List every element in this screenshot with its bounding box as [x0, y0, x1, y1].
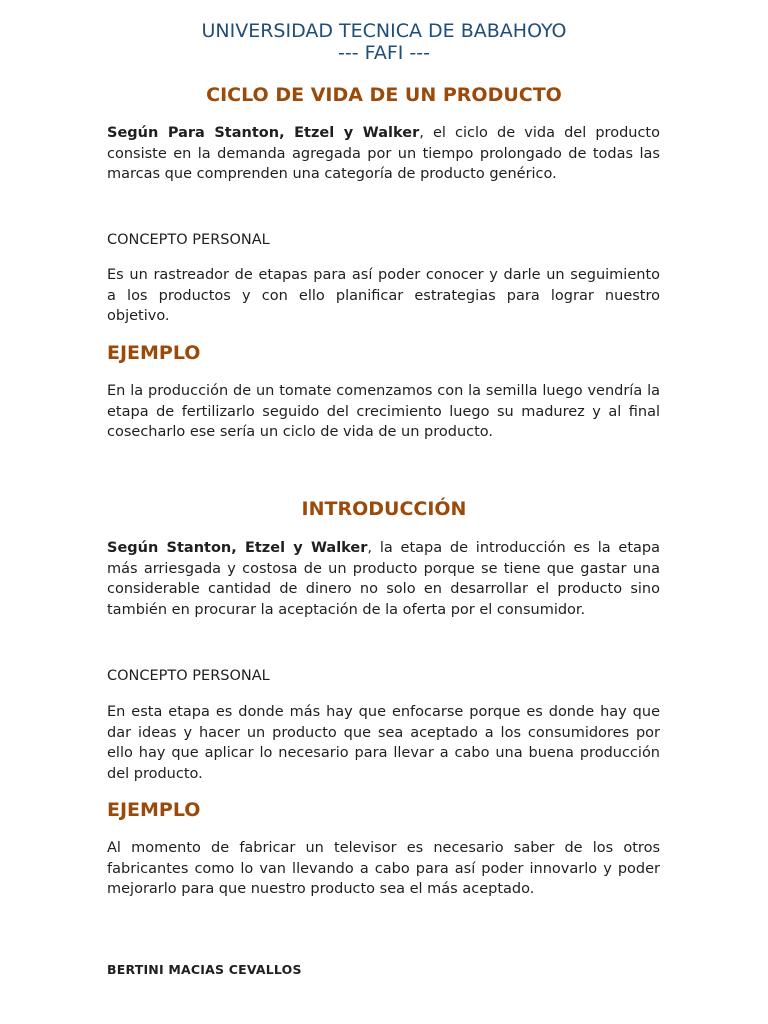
section2-example-title: EJEMPLO: [107, 799, 201, 821]
faculty-name: --- FAFI ---: [338, 42, 430, 64]
section1-concept-text: Es un rastreador de etapas para así poder conocer y darle un seguimiento a los productos y con ello planificar estrategias para lograr nuestro objetivo.: [107, 267, 660, 325]
section1-example-title: EJEMPLO: [107, 342, 201, 364]
author-name: BERTINI MACIAS CEVALLOS: [107, 962, 302, 977]
section-title-ciclo: CICLO DE VIDA DE UN PRODUCTO: [206, 84, 562, 106]
section1-intro-paragraph: [107, 123, 660, 185]
section2-intro-authors: Según Stanton, Etzel y Walker: [107, 540, 368, 556]
section-title-introduccion: INTRODUCCIÓN: [301, 498, 467, 520]
section1-intro-authors: Según Para Stanton, Etzel y Walker: [107, 125, 420, 141]
section2-concept-text: En esta etapa es donde más hay que enfocarse porque es donde hay que dar ideas y hacer un producto que sea aceptado a los consumidores por ello hay que aplicar lo necesario para llevar a cabo una buena producción del producto.: [107, 704, 660, 782]
section2-example-text: Al momento de fabricar un televisor es necesario saber de los otros fabricantes como lo van llevando a cabo para así poder innovarlo y poder mejorarlo para que nuestro producto sea el más aceptado.: [107, 840, 660, 898]
section2-intro-paragraph: [107, 538, 660, 620]
section1-example-text: En la producción de un tomate comenzamos con la semilla luego vendría la etapa de fertilizarlo seguido del crecimiento luego su madurez y al final cosecharlo ese sería un ciclo de vida de un producto.: [107, 383, 660, 441]
section1-intro-text: , el ciclo de vida del producto consiste en la demanda agregada por un tiempo prolongado de todas las marcas que comprenden una categoría de producto genérico.: [107, 125, 660, 183]
section1-concept-label: CONCEPTO PERSONAL: [107, 232, 270, 248]
university-name: UNIVERSIDAD TECNICA DE BABAHOYO: [201, 20, 567, 42]
section2-intro-text: , la etapa de introducción es la etapa más arriesgada y costosa de un producto porque se tiene que gastar una considerable cantidad de dinero no solo en desarrollar el producto sino también en procurar la aceptación de la oferta por el consumidor.: [107, 540, 660, 618]
section2-concept-label: CONCEPTO PERSONAL: [107, 668, 270, 684]
document-header: [0, 20, 768, 64]
